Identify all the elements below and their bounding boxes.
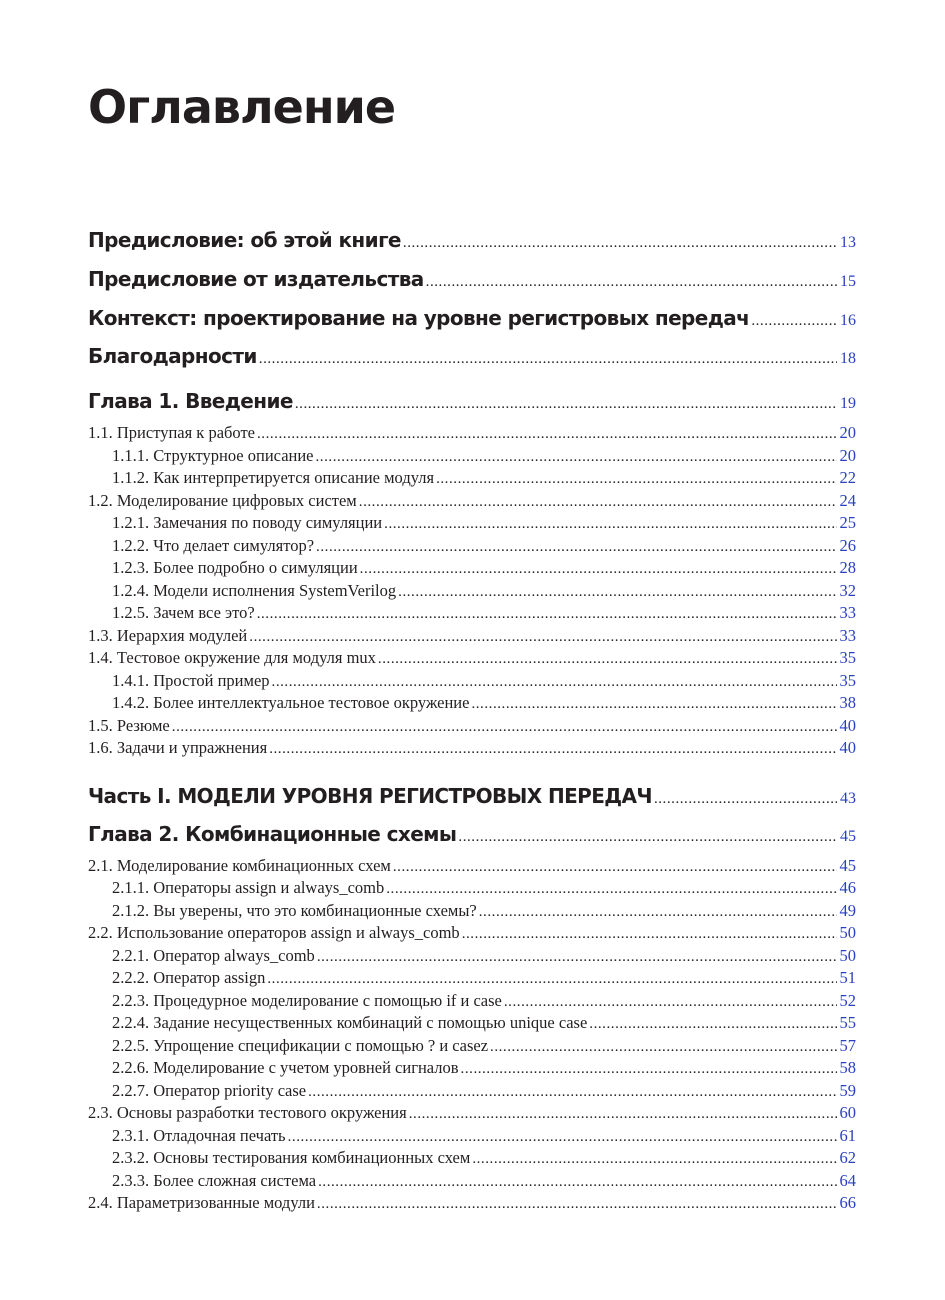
toc-page-number: 24 xyxy=(839,491,856,510)
dot-leader xyxy=(386,881,836,898)
toc-entry-title: Контекст: проектирование на уровне регистровых передач xyxy=(88,306,750,330)
toc-entry[interactable] xyxy=(112,581,856,601)
toc-entry[interactable] xyxy=(112,603,856,623)
toc-entry[interactable] xyxy=(112,946,856,966)
toc-entry[interactable] xyxy=(88,716,856,736)
toc-page-number: 35 xyxy=(839,671,856,690)
toc-entry[interactable] xyxy=(88,389,856,413)
toc-entry-title: 2.1.1. Операторы assign и always_comb xyxy=(112,878,385,897)
dot-leader xyxy=(479,904,837,921)
toc-entry-title: 1.2.1. Замечания по поводу симуляции xyxy=(112,513,383,532)
toc-entry[interactable] xyxy=(112,1148,856,1168)
dot-leader xyxy=(249,629,836,646)
toc-entry[interactable] xyxy=(112,513,856,533)
toc-page-number: 45 xyxy=(840,828,856,845)
toc-entry[interactable] xyxy=(88,738,856,758)
toc-entry-title: 1.2.4. Модели исполнения SystemVerilog xyxy=(112,581,397,600)
toc-entry[interactable] xyxy=(112,968,856,988)
toc-entry[interactable] xyxy=(88,822,856,846)
toc-entry-title: 2.2.1. Оператор always_comb xyxy=(112,946,315,965)
toc-entry[interactable] xyxy=(88,1103,856,1123)
dot-leader xyxy=(295,396,837,413)
dot-leader xyxy=(317,949,837,966)
toc-page-number: 55 xyxy=(839,1013,856,1032)
toc-entry[interactable] xyxy=(112,446,856,466)
dot-leader xyxy=(384,516,836,533)
dot-leader xyxy=(654,791,837,808)
toc-page-number: 35 xyxy=(839,648,856,667)
toc-page-number: 59 xyxy=(839,1081,856,1100)
toc-page-number: 50 xyxy=(839,923,856,942)
toc-entry-title: 1.2.2. Что делает симулятор? xyxy=(112,536,315,555)
toc-entry[interactable] xyxy=(112,1081,856,1101)
toc-page-number: 58 xyxy=(839,1058,856,1077)
dot-leader xyxy=(267,971,836,988)
toc-entry[interactable] xyxy=(112,1126,856,1146)
toc-entry-title: 1.4.2. Более интеллектуальное тестовое окружение xyxy=(112,693,470,712)
dot-leader xyxy=(360,561,837,578)
toc-entry-title: Глава 2. Комбинационные схемы xyxy=(88,822,457,846)
toc-entry-title: 2.1. Моделирование комбинационных схем xyxy=(88,856,391,875)
toc-entry[interactable] xyxy=(112,671,856,691)
toc-entry-title: 2.2. Использование операторов assign и always_comb xyxy=(88,923,460,942)
toc-entry[interactable] xyxy=(112,468,856,488)
toc-entry-title: Предисловие от издательства xyxy=(88,267,424,291)
toc-entry[interactable] xyxy=(88,784,856,808)
dot-leader xyxy=(308,1084,836,1101)
toc-entry-title: 2.1.2. Вы уверены, что это комбинационные схемы? xyxy=(112,901,477,920)
toc-entry-title: 2.2.4. Задание несущественных комбинаций с помощью unique case xyxy=(112,1013,588,1032)
toc-entry-title: 2.2.2. Оператор assign xyxy=(112,968,266,987)
toc-entry-title: 1.1. Приступая к работе xyxy=(88,423,255,442)
toc-entry[interactable] xyxy=(88,491,856,511)
toc-page-number: 52 xyxy=(839,991,856,1010)
dot-leader xyxy=(378,651,837,668)
toc-entry[interactable] xyxy=(112,1036,856,1056)
toc-entry[interactable] xyxy=(112,536,856,556)
toc-entry-title: Глава 1. Введение xyxy=(88,389,293,413)
toc-page-number: 49 xyxy=(839,901,856,920)
toc-entry[interactable] xyxy=(88,423,856,443)
toc-page-number: 64 xyxy=(839,1171,856,1190)
toc-page-number: 43 xyxy=(840,790,856,807)
toc-entry-title: 1.4. Тестовое окружение для модуля mux xyxy=(88,648,376,667)
toc-page-number: 33 xyxy=(839,626,856,645)
dot-leader xyxy=(504,994,837,1011)
dot-leader xyxy=(589,1016,836,1033)
toc-entry[interactable] xyxy=(112,1171,856,1191)
toc-page-number: 38 xyxy=(839,693,856,712)
toc-entry[interactable] xyxy=(112,901,856,921)
toc-entry[interactable] xyxy=(88,648,856,668)
toc-entry[interactable] xyxy=(112,991,856,1011)
toc-page-number: 57 xyxy=(839,1036,856,1055)
dot-leader xyxy=(458,829,837,846)
dot-leader xyxy=(257,426,837,443)
toc-entry-title: 2.3. Основы разработки тестового окружения xyxy=(88,1103,407,1122)
dot-leader xyxy=(398,584,836,601)
toc-entry-title: 1.6. Задачи и упражнения xyxy=(88,738,268,757)
dot-leader xyxy=(462,926,837,943)
toc-entry-title: Предисловие: об этой книге xyxy=(88,228,401,252)
toc-entry-title: 2.3.1. Отладочная печать xyxy=(112,1126,286,1145)
toc-page-number: 15 xyxy=(840,273,856,290)
toc-page-number: 20 xyxy=(839,423,856,442)
toc-entry[interactable] xyxy=(88,1193,856,1213)
dot-leader xyxy=(318,1174,836,1191)
toc-page-number: 28 xyxy=(839,558,856,577)
toc-entry[interactable] xyxy=(112,1013,856,1033)
toc-entry[interactable] xyxy=(88,626,856,646)
toc-page-number: 62 xyxy=(839,1148,856,1167)
toc-entry[interactable] xyxy=(88,306,856,330)
dot-leader xyxy=(490,1039,836,1056)
dot-leader xyxy=(272,674,837,691)
toc-page-number: 25 xyxy=(839,513,856,532)
toc-page-number: 46 xyxy=(839,878,856,897)
dot-leader xyxy=(316,449,837,466)
toc-page-number: 40 xyxy=(839,738,856,757)
toc-entry-title: 1.1.1. Структурное описание xyxy=(112,446,314,465)
toc-entry[interactable] xyxy=(112,558,856,578)
toc-entry-title: 2.2.5. Упрощение спецификации с помощью ? и casez xyxy=(112,1036,489,1055)
toc-page-number: 26 xyxy=(839,536,856,555)
dot-leader xyxy=(269,741,836,758)
toc-entry-title: 2.3.3. Более сложная система xyxy=(112,1171,317,1190)
toc-page-number: 16 xyxy=(840,312,856,329)
dot-leader xyxy=(461,1061,837,1078)
toc-page-number: 19 xyxy=(840,395,856,412)
dot-leader xyxy=(359,494,837,511)
toc-page-number: 51 xyxy=(839,968,856,987)
dot-leader xyxy=(471,696,836,713)
toc-entry-title: 2.2.6. Моделирование с учетом уровней сигналов xyxy=(112,1058,459,1077)
toc-entry-title: 2.2.3. Процедурное моделирование с помощью if и case xyxy=(112,991,502,1010)
toc-page-number: 61 xyxy=(839,1126,856,1145)
toc-entry-title: 2.4. Параметризованные модули xyxy=(88,1193,315,1212)
dot-leader xyxy=(403,235,837,252)
toc-entry[interactable] xyxy=(88,228,856,252)
toc-entry-title: 1.3. Иерархия модулей xyxy=(88,626,248,645)
toc-page-number: 18 xyxy=(840,350,856,367)
toc-page-number: 50 xyxy=(839,946,856,965)
dot-leader xyxy=(257,606,837,623)
dot-leader xyxy=(751,313,837,330)
toc-page-number: 33 xyxy=(839,603,856,622)
toc-entry-title: 1.5. Резюме xyxy=(88,716,170,735)
toc-entry[interactable] xyxy=(112,1058,856,1078)
toc-entry-title: Благодарности xyxy=(88,344,257,368)
dot-leader xyxy=(316,539,836,556)
toc-entry[interactable] xyxy=(112,878,856,898)
dot-leader xyxy=(288,1129,837,1146)
toc-entry[interactable] xyxy=(112,693,856,713)
dot-leader xyxy=(259,351,837,368)
dot-leader xyxy=(409,1106,837,1123)
toc-entry-title: 2.3.2. Основы тестирования комбинационных схем xyxy=(112,1148,471,1167)
toc-entry[interactable] xyxy=(88,856,856,876)
dot-leader xyxy=(436,471,836,488)
toc-page-number: 32 xyxy=(839,581,856,600)
toc-page-number: 45 xyxy=(839,856,856,875)
toc-page-number: 22 xyxy=(839,468,856,487)
toc-entry[interactable] xyxy=(88,923,856,943)
dot-leader xyxy=(426,274,837,291)
dot-leader xyxy=(317,1196,837,1213)
dot-leader xyxy=(472,1151,836,1168)
toc-page-number: 66 xyxy=(839,1193,856,1212)
toc-entry-title: Часть I. МОДЕЛИ УРОВНЯ РЕГИСТРОВЫХ ПЕРЕДАЧ xyxy=(88,784,652,808)
dot-leader xyxy=(172,719,837,736)
toc-entry-title: 1.2. Моделирование цифровых систем xyxy=(88,491,357,510)
toc-page-number: 60 xyxy=(839,1103,856,1122)
toc-page-number: 13 xyxy=(840,234,856,251)
toc-entry-title: 1.1.2. Как интерпретируется описание модуля xyxy=(112,468,435,487)
toc-entry[interactable] xyxy=(88,267,856,291)
toc-entry-title: 1.4.1. Простой пример xyxy=(112,671,270,690)
dot-leader xyxy=(393,859,837,876)
toc-entry[interactable] xyxy=(88,344,856,368)
toc-entry-title: 1.2.3. Более подробно о симуляции xyxy=(112,558,358,577)
toc-entry-title: 1.2.5. Зачем все это? xyxy=(112,603,255,622)
toc-entry-title: 2.2.7. Оператор priority case xyxy=(112,1081,307,1100)
toc-page-number: 40 xyxy=(839,716,856,735)
toc-page-number: 20 xyxy=(839,446,856,465)
page-title: Оглавление xyxy=(88,80,396,134)
